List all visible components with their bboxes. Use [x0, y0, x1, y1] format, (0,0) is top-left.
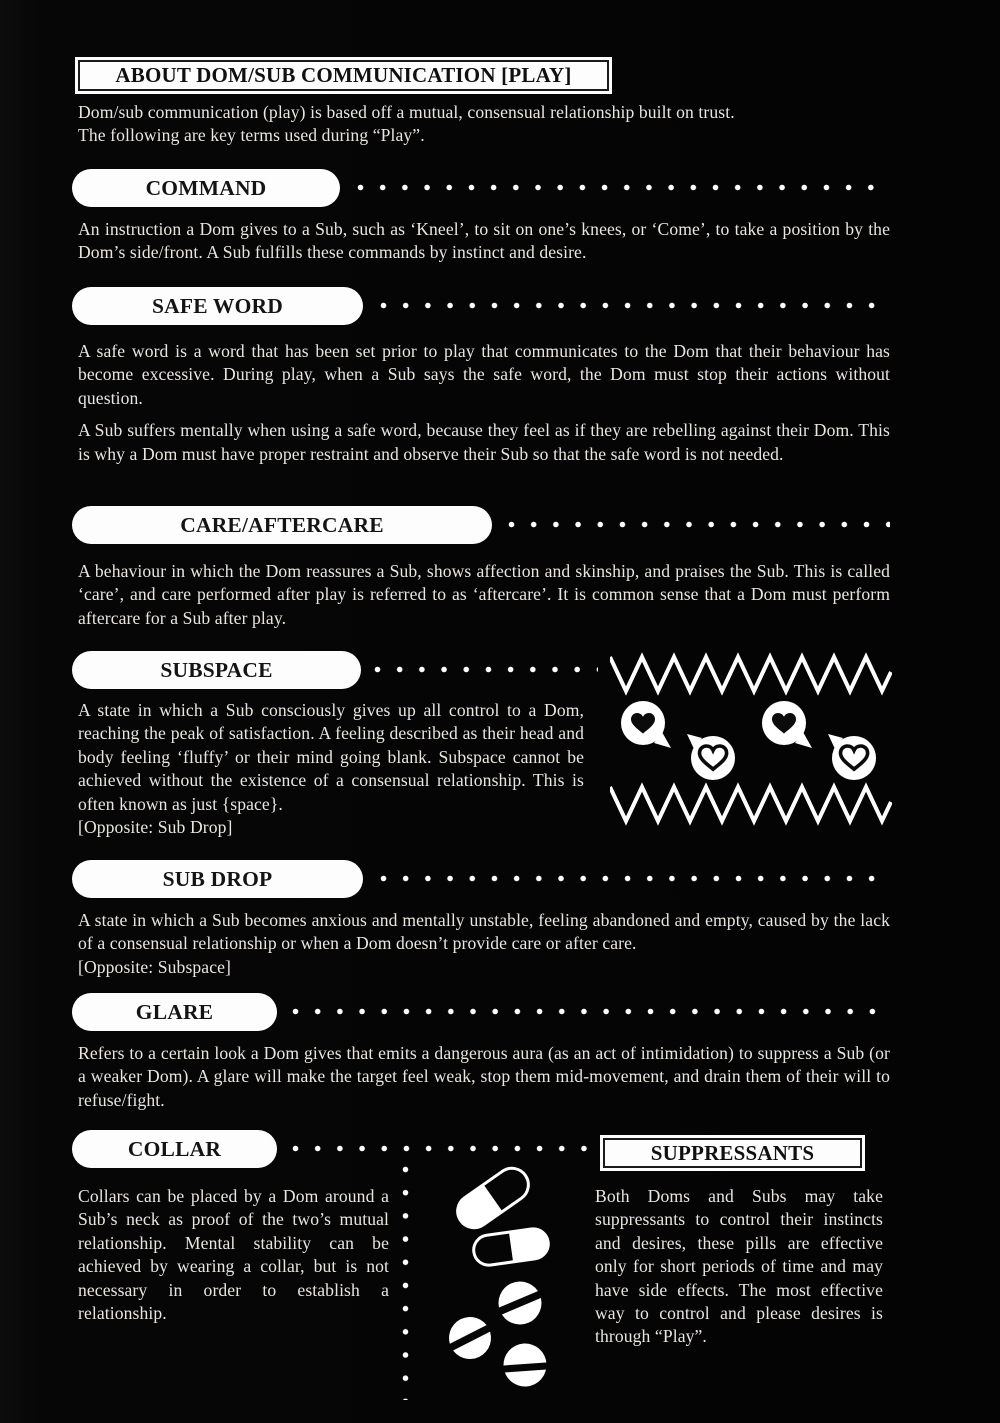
zigzag-top-icon	[610, 657, 891, 691]
section-text-suppressants: Both Doms and Subs may take suppressants to control their instincts and desires, these pills are effective only for short periods of time and may have side effects. The most effective way to control and please desires is through “Play”.	[595, 1186, 883, 1347]
section-header-command: COMMAND	[72, 169, 340, 207]
pills-illustration	[432, 1162, 582, 1400]
paragraph: A safe word is a word that has been set prior to play that communicates to the Dom that their behaviour has become excessive. During play, when a Sub says the safe word, the Dom must stop their actions without question.	[78, 341, 890, 408]
section-text-sub-drop	[78, 909, 890, 979]
section-text-command: An instruction a Dom gives to a Sub, such as ‘Kneel’, to sit on one’s knees, or ‘Come’, to take a position by the Dom’s side/front. A Sub fulfills these commands by instinct and desire.	[78, 219, 890, 263]
section-header-care-aftercare: CARE/AFTERCARE	[72, 506, 492, 544]
dotted-divider	[374, 666, 598, 673]
section-text-glare: Refers to a certain look a Dom gives that emits a dangerous aura (as an act of intimidation) to suppress a Sub (or a weaker Dom). A glare will make the target feel weak, stop them mid-movement, and drain them of their will to refuse/fight.	[78, 1043, 890, 1110]
heart-speech-bubbles-decoration	[610, 648, 892, 828]
dotted-divider	[380, 875, 890, 882]
section-text-care-aftercare: A behaviour in which the Dom reassures a Sub, shows affection and skinship, and praises the Sub. This is called ‘care’, and care performed after play is referred to as ‘aftercare’. It is common sense that a Dom must perform aftercare for a Sub after play.	[78, 561, 890, 628]
section-header-glare: GLARE	[72, 993, 277, 1031]
section-text-subspace	[78, 699, 584, 839]
dotted-divider	[292, 1145, 588, 1152]
intro-line: The following are key terms used during “Play”.	[78, 125, 425, 146]
intro-line: Dom/sub communication (play) is based off a mutual, consensual relationship built on trust.	[78, 102, 735, 122]
page-title: ABOUT DOM/SUB COMMUNICATION [PLAY]	[78, 60, 609, 91]
tablet-icon	[490, 1274, 549, 1332]
section-header-sub-drop: SUB DROP	[72, 860, 363, 898]
section-header-subspace: SUBSPACE	[72, 651, 361, 689]
section-header-safe-word: SAFE WORD	[72, 287, 363, 325]
opposite-note: [Opposite: Sub Drop]	[78, 817, 233, 838]
dotted-divider	[380, 302, 890, 309]
section-header-suppressants: SUPPRESSANTS	[603, 1138, 862, 1168]
intro-text	[78, 101, 893, 148]
heart-bubble-filled-icon	[621, 701, 671, 748]
heart-bubble-outline-icon	[828, 734, 876, 780]
tablet-icon	[501, 1342, 550, 1388]
dotted-divider-vertical	[402, 1166, 409, 1400]
capsule-icon	[472, 1227, 550, 1267]
paragraph: A Sub suffers mentally when using a safe word, because they feel as if they are rebelling against their Dom. This is why a Dom must have proper restraint and observe their Sub so that the safe word is not needed.	[78, 420, 890, 464]
heart-bubble-filled-icon	[762, 701, 812, 748]
dotted-divider	[292, 1008, 890, 1015]
section-text-safe-word	[78, 340, 890, 466]
capsule-icon	[451, 1162, 535, 1234]
zigzag-bottom-icon	[610, 787, 891, 821]
paragraph: A state in which a Sub consciously gives up all control to a Dom, reaching the peak of satisfaction. A feeling described as their head and body feeling ‘fluffy’ or their mind going blank. Subspace cannot be achieved without the existence of a consensual relationship. This is often known as just {space}.	[78, 700, 584, 814]
tablet-icon	[440, 1309, 500, 1367]
opposite-note: [Opposite: Subspace]	[78, 956, 231, 977]
dotted-divider	[357, 184, 890, 191]
section-header-collar: COLLAR	[72, 1130, 277, 1168]
heart-bubble-outline-icon	[687, 734, 735, 780]
section-text-collar: Collars can be placed by a Dom around a Sub’s neck as proof of the two’s mutual relationship. Mental stability can be achieved by wearing a collar, but is not necessary in order to establish a relationship.	[78, 1186, 389, 1324]
paragraph: A state in which a Sub becomes anxious and mentally unstable, feeling abandoned and empty, caused by the lack of a consensual relationship or when a Dom doesn’t provide care or after care.	[78, 910, 890, 954]
dotted-divider	[508, 521, 890, 528]
